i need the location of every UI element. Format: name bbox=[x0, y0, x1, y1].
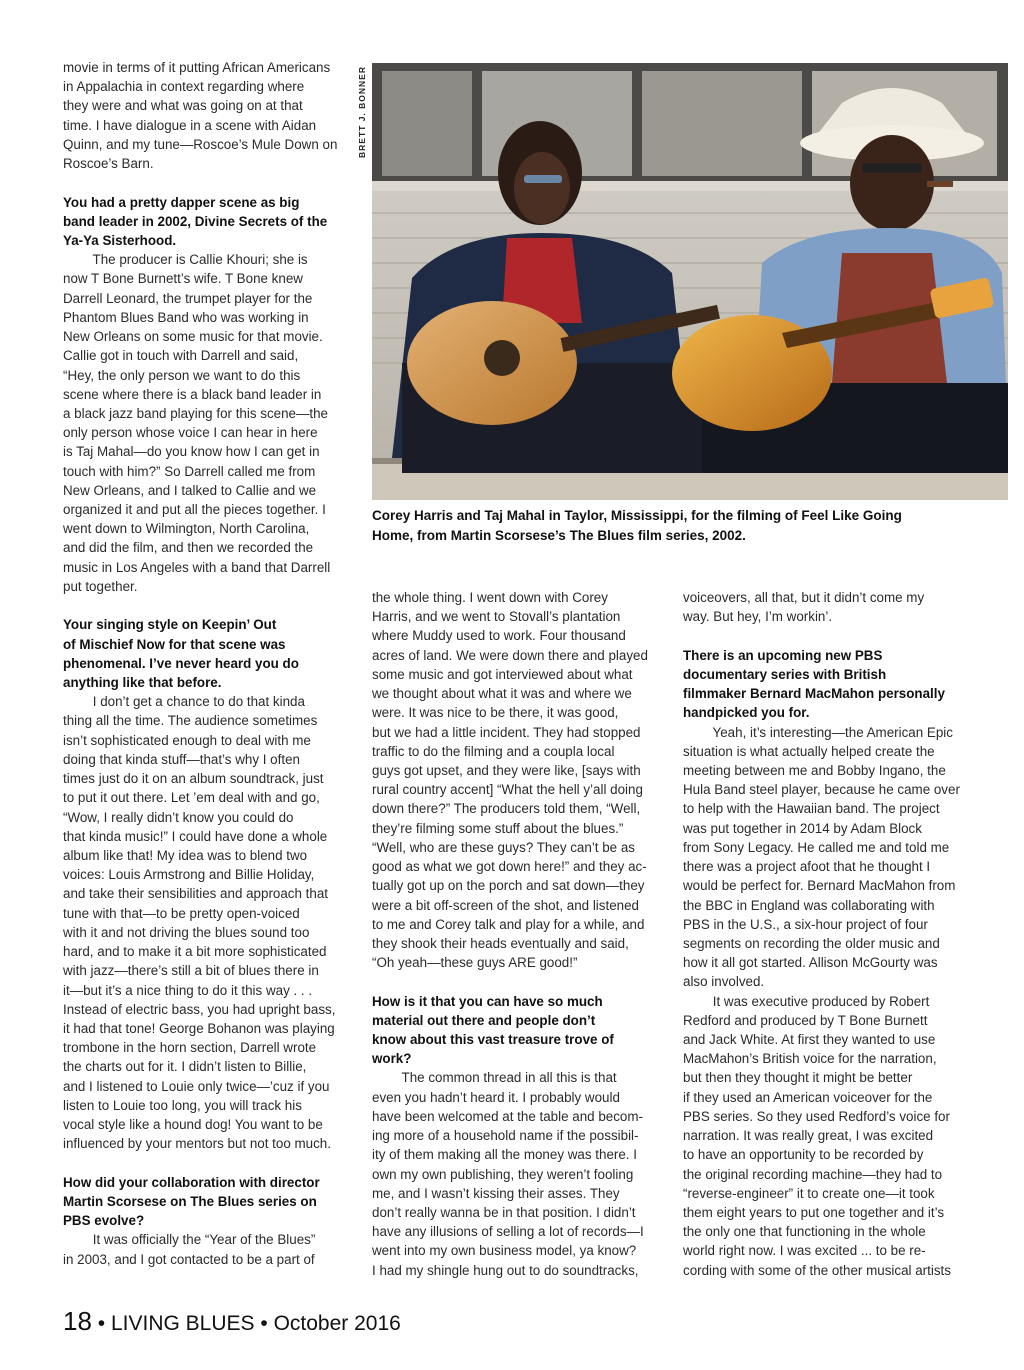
article-column-1 bbox=[63, 58, 348, 1269]
text-line: have any illusions of selling a lot of records—I bbox=[372, 1224, 644, 1240]
question-line: How did your collaboration with director bbox=[63, 1174, 320, 1190]
text-line: Callie got in touch with Darrell and said, bbox=[63, 348, 299, 364]
text-line: where Muddy used to work. Four thousand bbox=[372, 628, 626, 644]
text-line: voiceovers, all that, but it didn’t come my bbox=[683, 590, 925, 605]
footer-separator: • bbox=[97, 1312, 106, 1335]
text-line: them eight years to put one together and it’s bbox=[683, 1205, 945, 1220]
text-line: PBS in the U.S., a six-hour project of four bbox=[683, 916, 928, 932]
text-line: to have an opportunity to be recorded by bbox=[683, 1147, 924, 1163]
text-line: was put together in 2014 by Adam Block bbox=[683, 820, 922, 836]
text-line: guys got upset, and they were like, [says with bbox=[372, 762, 641, 778]
text-line: segments on recording the older music and bbox=[683, 935, 940, 951]
text-line: doing that kinda stuff—that’s why I often bbox=[63, 751, 300, 767]
text-line: Roscoe’s Barn. bbox=[63, 156, 154, 172]
question-line: of Mischief Now for that scene was bbox=[63, 636, 286, 652]
article-column-2 bbox=[372, 588, 657, 1280]
text-line: world right now. I was excited ... to be re- bbox=[683, 1243, 926, 1259]
text-line: vocal style like a hound dog! You want to be bbox=[63, 1117, 323, 1133]
magazine-name: LIVING BLUES bbox=[110, 1312, 255, 1335]
text-line: tually got up on the porch and sat down—they bbox=[372, 878, 645, 894]
text-line: PBS series. So they used Redford’s voice for bbox=[683, 1108, 950, 1124]
text-line: but then they thought it might be better bbox=[683, 1070, 913, 1086]
text-line: Hula Band steel player, because he came over bbox=[683, 782, 960, 798]
text-line: only person whose voice I can hear in here bbox=[63, 425, 318, 441]
text-line: way. But hey, I’m workin’. bbox=[683, 609, 833, 625]
text-line: “Oh yeah—these guys ARE good!” bbox=[372, 955, 578, 971]
text-line: Yeah, it’s interesting—the American Epic bbox=[683, 724, 953, 740]
text-line: situation is what actually helped create the bbox=[683, 743, 935, 759]
text-line: thing all the time. The audience sometimes bbox=[63, 713, 318, 729]
text-line: and Jack White. At first they wanted to use bbox=[683, 1032, 936, 1048]
issue-date: October 2016 bbox=[273, 1312, 401, 1335]
text-line: with it and not driving the blues sound too bbox=[63, 924, 310, 940]
article-column-3 bbox=[683, 588, 968, 1280]
text-line: voices: Louis Armstrong and Billie Holiday, bbox=[63, 867, 315, 883]
text-line: ity of them making all the money was there. I bbox=[372, 1147, 637, 1163]
question-line: documentary series with British bbox=[683, 666, 887, 682]
question-line: work? bbox=[372, 1051, 412, 1067]
page-footer bbox=[63, 1306, 401, 1342]
text-line: there was a project afoot that he thought I bbox=[683, 859, 931, 875]
question-line: band leader in 2002, Divine Secrets of the bbox=[63, 213, 328, 229]
text-line: also involved. bbox=[683, 974, 765, 990]
text-line: movie in terms of it putting African Americans bbox=[63, 60, 331, 75]
text-line: hard, and to make it a bit more sophisticated bbox=[63, 944, 327, 960]
text-line: Redford and produced by T Bone Burnett bbox=[683, 1012, 928, 1028]
text-line: music in Los Angeles with a band that Darrell bbox=[63, 559, 331, 575]
paragraph-gap bbox=[63, 173, 348, 192]
question-line: phenomenal. I’ve never heard you do bbox=[63, 655, 299, 671]
text-line: I don’t get a chance to do that kinda bbox=[63, 694, 305, 710]
text-line: MacMahon’s British voice for the narration, bbox=[683, 1051, 937, 1067]
text-line: but we had a little incident. They had stopped bbox=[372, 724, 641, 740]
text-line: It was executive produced by Robert bbox=[683, 993, 930, 1009]
text-line: and did the film, and then we recorded the bbox=[63, 540, 314, 556]
text-line: “Hey, the only person we want to do this bbox=[63, 367, 301, 383]
text-line: even you hadn’t heard it. I probably would bbox=[372, 1089, 620, 1105]
text-line: “Well, who are these guys? They can’t be as bbox=[372, 839, 635, 855]
text-line: acres of land. We were down there and played bbox=[372, 647, 648, 663]
text-line: influenced by your mentors but not too much. bbox=[63, 1136, 331, 1152]
text-line: with jazz—there’s still a bit of blues there in bbox=[63, 963, 319, 979]
text-line: time. I have dialogue in a scene with Aidan bbox=[63, 117, 317, 133]
text-line: Instead of electric bass, you had upright bass, bbox=[63, 1001, 336, 1017]
question-line: You had a pretty dapper scene as big bbox=[63, 194, 300, 210]
text-line: ing more of a household name if the possibil- bbox=[372, 1128, 639, 1144]
text-line: scene where there is a black band leader in bbox=[63, 386, 322, 402]
text-line: it—but it’s a nice thing to do it this way . . . bbox=[63, 982, 313, 998]
question-line: How is it that you can have so much bbox=[372, 993, 603, 1009]
question-line: filmmaker Bernard MacMahon personally bbox=[683, 686, 945, 702]
text-line: and take their sensibilities and approach that bbox=[63, 886, 329, 902]
text-line: in 2003, and I got contacted to be a part of bbox=[63, 1251, 315, 1267]
text-line: they’re filming some stuff about the blues.” bbox=[372, 820, 624, 836]
text-line: It was officially the “Year of the Blues” bbox=[63, 1232, 316, 1248]
text-line: “Wow, I really didn’t know you could do bbox=[63, 809, 294, 825]
text-line: were. It was nice to be there, it was good, bbox=[372, 705, 619, 721]
text-line: down there?” The producers told them, “Well, bbox=[372, 801, 641, 817]
text-line: it had that tone! George Bohanon was playing bbox=[63, 1020, 335, 1036]
text-line: traffic to do the filming and a coupla local bbox=[372, 743, 615, 759]
text-line: is Taj Mahal—do you know how I can get in bbox=[63, 444, 320, 460]
text-line: they shook their heads eventually and said, bbox=[372, 935, 629, 951]
text-line: I had my shingle hung out to do soundtracks, bbox=[372, 1262, 639, 1278]
text-line: meeting between me and Bobby Ingano, the bbox=[683, 762, 946, 778]
text-line: some music and got interviewed about what bbox=[372, 666, 633, 682]
photo-caption bbox=[372, 506, 1012, 546]
text-line: Harris, and we went to Stovall’s plantation bbox=[372, 609, 621, 625]
text-line: tune with that—to be pretty open-voiced bbox=[63, 905, 300, 921]
text-line: own my own publishing, they weren’t fooling bbox=[372, 1166, 634, 1182]
page-number: 18 bbox=[63, 1306, 92, 1336]
text-line: The common thread in all this is that bbox=[372, 1070, 617, 1086]
text-line: The producer is Callie Khouri; she is bbox=[63, 252, 308, 268]
text-line: we thought about what it was and where we bbox=[372, 686, 632, 702]
caption-line: Home, from Martin Scorsese’s The Blues film series, 2002. bbox=[372, 528, 746, 543]
text-line: now T Bone Burnett’s wife. T Bone knew bbox=[63, 271, 303, 287]
text-line: went into my own business model, ya know? bbox=[372, 1243, 637, 1259]
caption-line: Corey Harris and Taj Mahal in Taylor, Mississippi, for the filming of Feel Like Going bbox=[372, 508, 902, 523]
text-line: listen to Louie too long, you will track his bbox=[63, 1097, 302, 1113]
text-line: organized it and put all the pieces together. I bbox=[63, 502, 326, 518]
text-line: Quinn, and my tune—Roscoe’s Mule Down on bbox=[63, 136, 338, 152]
text-line: trombone in the horn section, Darrell wrote bbox=[63, 1040, 317, 1056]
text-line: cording with some of the other musical artists bbox=[683, 1262, 951, 1278]
text-line: isn’t sophisticated enough to deal with me bbox=[63, 732, 311, 748]
question-line: Ya-Ya Sisterhood. bbox=[63, 232, 177, 248]
text-line: put together. bbox=[63, 578, 138, 594]
paragraph-gap bbox=[683, 626, 968, 645]
text-line: would be perfect for. Bernard MacMahon from bbox=[683, 878, 956, 894]
text-line: me, and I wasn’t kissing their asses. They bbox=[372, 1185, 620, 1201]
paragraph-gap bbox=[63, 1153, 348, 1172]
text-line: the whole thing. I went down with Corey bbox=[372, 590, 608, 605]
text-line: how it all got started. Allison McGourty was bbox=[683, 955, 938, 971]
question-line: Your singing style on Keepin’ Out bbox=[63, 617, 277, 633]
text-line: rural country accent] “What the hell y’all doing bbox=[372, 782, 643, 798]
text-line: to put it out there. Let ’em deal with and go, bbox=[63, 790, 320, 806]
text-line: Phantom Blues Band who was working in bbox=[63, 309, 309, 325]
text-line: and I listened to Louie only twice—’cuz if you bbox=[63, 1078, 330, 1094]
text-line: that kinda music!” I could have done a whole bbox=[63, 828, 328, 844]
question-line: handpicked you for. bbox=[683, 705, 810, 721]
text-line: narration. It was really great, I was excited bbox=[683, 1128, 934, 1144]
text-line: in Appalachia in context regarding where bbox=[63, 79, 305, 95]
text-line: were a bit off-screen of the shot, and listened bbox=[372, 897, 639, 913]
text-line: don’t really wanna be in that position. I didn’t bbox=[372, 1205, 636, 1220]
text-line: New Orleans, and I talked to Callie and we bbox=[63, 482, 317, 498]
text-line: album like that! My idea was to blend two bbox=[63, 847, 308, 863]
question-line: PBS evolve? bbox=[63, 1213, 145, 1229]
text-line: times just do it on an album soundtrack, just bbox=[63, 771, 324, 787]
text-line: to help with the Hawaiian band. The project bbox=[683, 801, 940, 817]
text-line: good as what we got down here!” and they ac- bbox=[372, 859, 647, 875]
text-line: have been welcomed at the table and becom- bbox=[372, 1108, 643, 1124]
question-line: There is an upcoming new PBS bbox=[683, 647, 883, 663]
paragraph-gap bbox=[372, 972, 657, 991]
question-line: anything like that before. bbox=[63, 675, 222, 690]
text-line: from Sony Legacy. He called me and told me bbox=[683, 839, 950, 855]
question-line: Martin Scorsese on The Blues series on bbox=[63, 1193, 317, 1209]
photo-illustration bbox=[372, 63, 1008, 500]
text-line: went down to Wilmington, North Carolina, bbox=[63, 521, 310, 537]
text-line: New Orleans on some music for that movie. bbox=[63, 329, 323, 345]
question-line: material out there and people don’t bbox=[372, 1012, 596, 1028]
text-line: the charts out for it. I didn’t listen to Billie, bbox=[63, 1059, 307, 1075]
text-line: the BBC in England was collaborating with bbox=[683, 897, 935, 913]
text-line: a black jazz band playing for this scene—the bbox=[63, 405, 328, 421]
text-line: touch with him?” So Darrell called me from bbox=[63, 463, 316, 479]
question-line: know about this vast treasure trove of bbox=[372, 1032, 614, 1048]
text-line: “reverse-engineer” it to create one—it took bbox=[683, 1185, 935, 1201]
text-line: the original recording machine—they had to bbox=[683, 1166, 943, 1182]
text-line: they were and what was going on at that bbox=[63, 98, 303, 114]
text-line: to me and Corey talk and play for a while, and bbox=[372, 916, 645, 932]
photo-credit: BRETT J. BONNER bbox=[357, 66, 367, 158]
text-line: if they used an American voiceover for the bbox=[683, 1089, 933, 1105]
text-line: Darrell Leonard, the trumpet player for the bbox=[63, 290, 313, 306]
footer-separator: • bbox=[260, 1312, 268, 1335]
paragraph-gap bbox=[63, 596, 348, 615]
article-photo bbox=[372, 63, 1008, 500]
text-line: the only one that functioning in the whole bbox=[683, 1224, 926, 1240]
